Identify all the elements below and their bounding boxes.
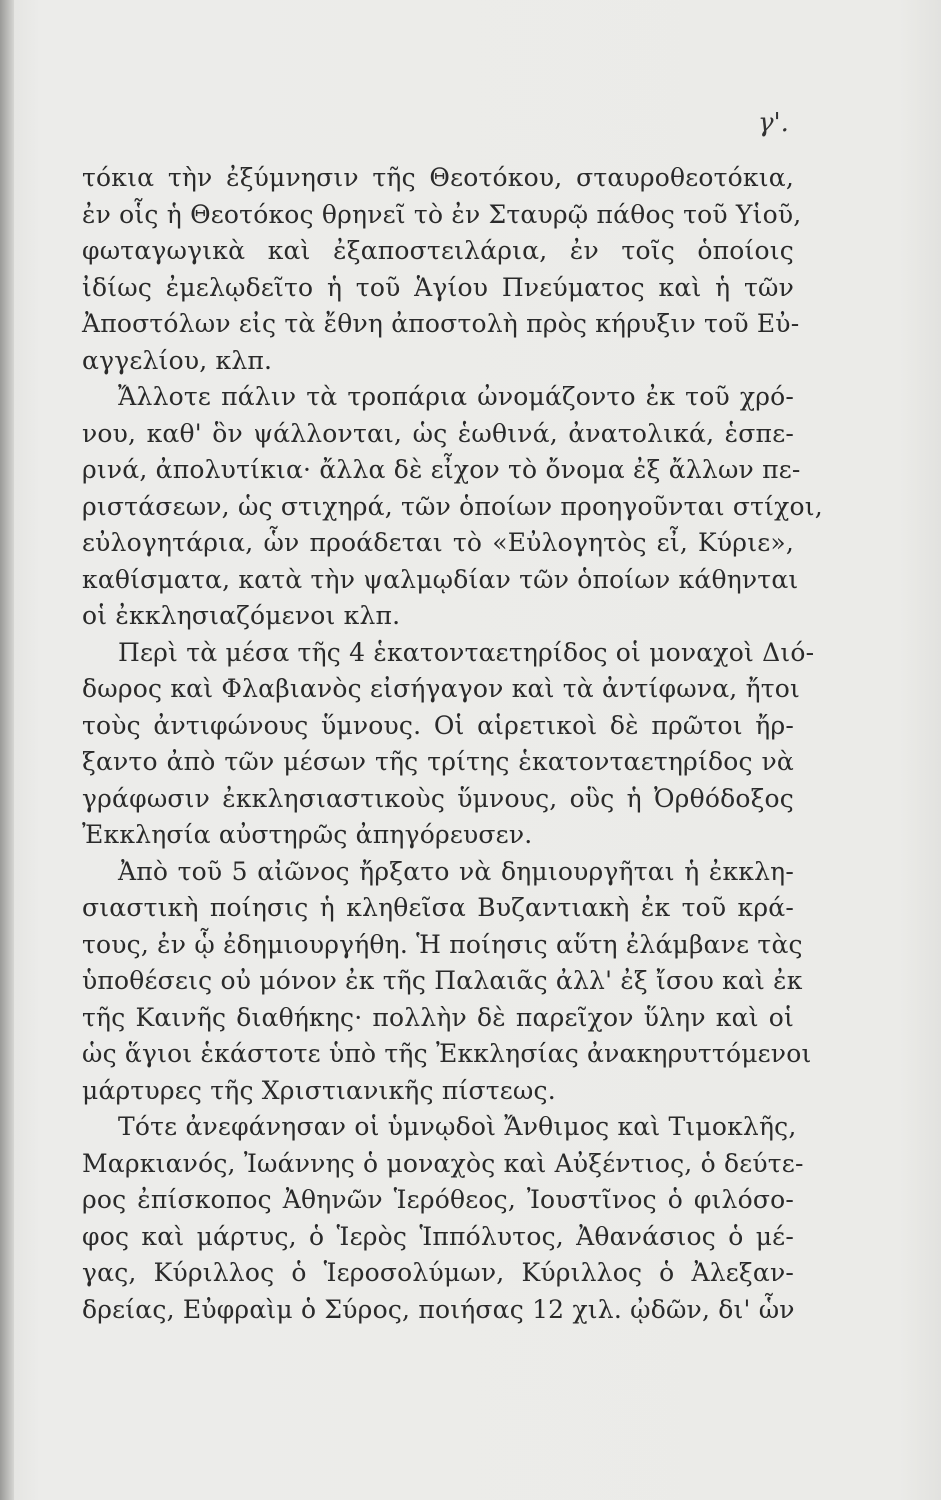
text-line: μάρτυρες τῆς Χριστιανικῆς πίστεως. <box>82 1075 556 1105</box>
text-line: γράφωσιν ἐκκλησιαστικοὺς ὕμνους, οὓς ἡ Ὀρθόδοξος <box>82 783 794 813</box>
text-line: φωταγωγικὰ καὶ ἐξαποστειλάρια, ἐν τοῖς ὁποίοις <box>82 236 794 265</box>
text-line: Ἐκκλησία αὐστηρῶς ἀπηγόρευσεν. <box>82 820 533 849</box>
text-line: σιαστικὴ ποίησις ἡ κληθεῖσα Βυζαντιακὴ ἐκ τοῦ κρά- <box>82 893 794 922</box>
page-spine-shadow <box>0 0 14 1500</box>
text-line: ρινά, ἀπολυτίκια· ἄλλα δὲ εἶχον τὸ ὄνομα ἐξ ἄλλων πε- <box>82 455 801 484</box>
text-line: τοὺς ἀντιφώνους ὕμνους. Οἱ αἱρετικοὶ δὲ πρῶτοι ἤρ- <box>82 710 794 740</box>
text-line: Ἀπὸ τοῦ 5 αἰῶνος ἤρξατο νὰ δημιουργῆται ἡ ἐκκλη- <box>118 856 794 886</box>
text-line: Περὶ τὰ μέσα τῆς 4 ἑκατονταετηρίδος οἱ μοναχοὶ Διό- <box>118 637 815 667</box>
text-line: ἰδίως ἐμελῳδεῖτο ἡ τοῦ Ἁγίου Πνεύματος καὶ ἡ τῶν <box>82 272 794 302</box>
text-line: δρείας, Εὐφραὶμ ὁ Σύρος, ποιήσας 12 χιλ. ᾠδῶν, δι' ὧν <box>82 1294 795 1324</box>
text-line: τόκια τὴν ἐξύμνησιν τῆς Θεοτόκου, σταυροθεοτόκια, <box>82 163 794 192</box>
text-line: ὑποθέσεις οὐ μόνον ἐκ τῆς Παλαιᾶς ἀλλ' ἐξ ἴσου καὶ ἐκ <box>82 966 803 995</box>
text-line: Ἀποστόλων εἰς τὰ ἔθνη ἀποστολὴ πρὸς κήρυξιν τοῦ Εὐ- <box>82 309 800 338</box>
text-line: νου, καθ' ὃν ψάλλονται, ὡς ἑωθινά, ἀνατολικά, ἑσπε- <box>82 418 794 448</box>
text-line: ρος ἐπίσκοπος Ἀθηνῶν Ἱερόθεος, Ἰουστῖνος ὁ φιλόσο- <box>82 1185 794 1214</box>
text-line: Τότε ἀνεφάνησαν οἱ ὑμνῳδοὶ Ἄνθιμος καὶ Τιμοκλῆς, <box>118 1112 797 1141</box>
text-line: φος καὶ μάρτυς, ὁ Ἱερὸς Ἱππόλυτος, Ἀθανάσιος ὁ μέ- <box>82 1221 794 1251</box>
text-line: ἐν οἷς ἡ Θεοτόκος θρηνεῖ τὸ ἐν Σταυρῷ πάθος τοῦ Υἱοῦ, <box>82 199 802 229</box>
text-line: τους, ἐν ᾧ ἐδημιουργήθη. Ἡ ποίησις αὕτη ἐλάμβανε τὰς <box>82 929 803 959</box>
text-line: γας, Κύριλλος ὁ Ἱεροσολύμων, Κύριλλος ὁ Ἀλεξαν- <box>82 1258 794 1287</box>
text-line: οἱ ἐκκλησιαζόμενοι κλπ. <box>82 601 401 630</box>
text-line: Ἄλλοτε πάλιν τὰ τροπάρια ὠνομάζοντο ἐκ τοῦ χρό- <box>118 382 794 411</box>
text-line: ὡς ἅγιοι ἑκάστοτε ὑπὸ τῆς Ἐκκλησίας ἀνακηρυττόμενοι <box>82 1039 812 1068</box>
text-line: Μαρκιανός, Ἰωάννης ὁ μοναχὸς καὶ Αὐξέντιος, ὁ δεύτε- <box>82 1148 804 1178</box>
text-line: καθίσματα, κατὰ τὴν ψαλμῳδίαν τῶν ὁποίων κάθηνται <box>82 564 799 594</box>
text-line: ριστάσεων, ὡς στιχηρά, τῶν ὁποίων προηγοῦνται στίχοι, <box>82 491 823 521</box>
text-block <box>82 160 823 1328</box>
text-line: εὐλογητάρια, ὧν προάδεται τὸ «Εὐλογητὸς εἶ, Κύριε», <box>82 528 794 557</box>
text-line: ξαντο ἀπὸ τῶν μέσων τῆς τρίτης ἑκατονταετηρίδος νὰ <box>82 747 794 776</box>
page-number: γ'. <box>758 108 789 138</box>
text-line: δωρος καὶ Φλαβιανὸς εἰσήγαγον καὶ τὰ ἀντίφωνα, ἤτοι <box>82 674 801 703</box>
text-line: αγγελίου, κλπ. <box>82 345 273 375</box>
text-line: τῆς Καινῆς διαθήκης· πολλὴν δὲ παρεῖχον ὕλην καὶ οἱ <box>82 1002 794 1032</box>
